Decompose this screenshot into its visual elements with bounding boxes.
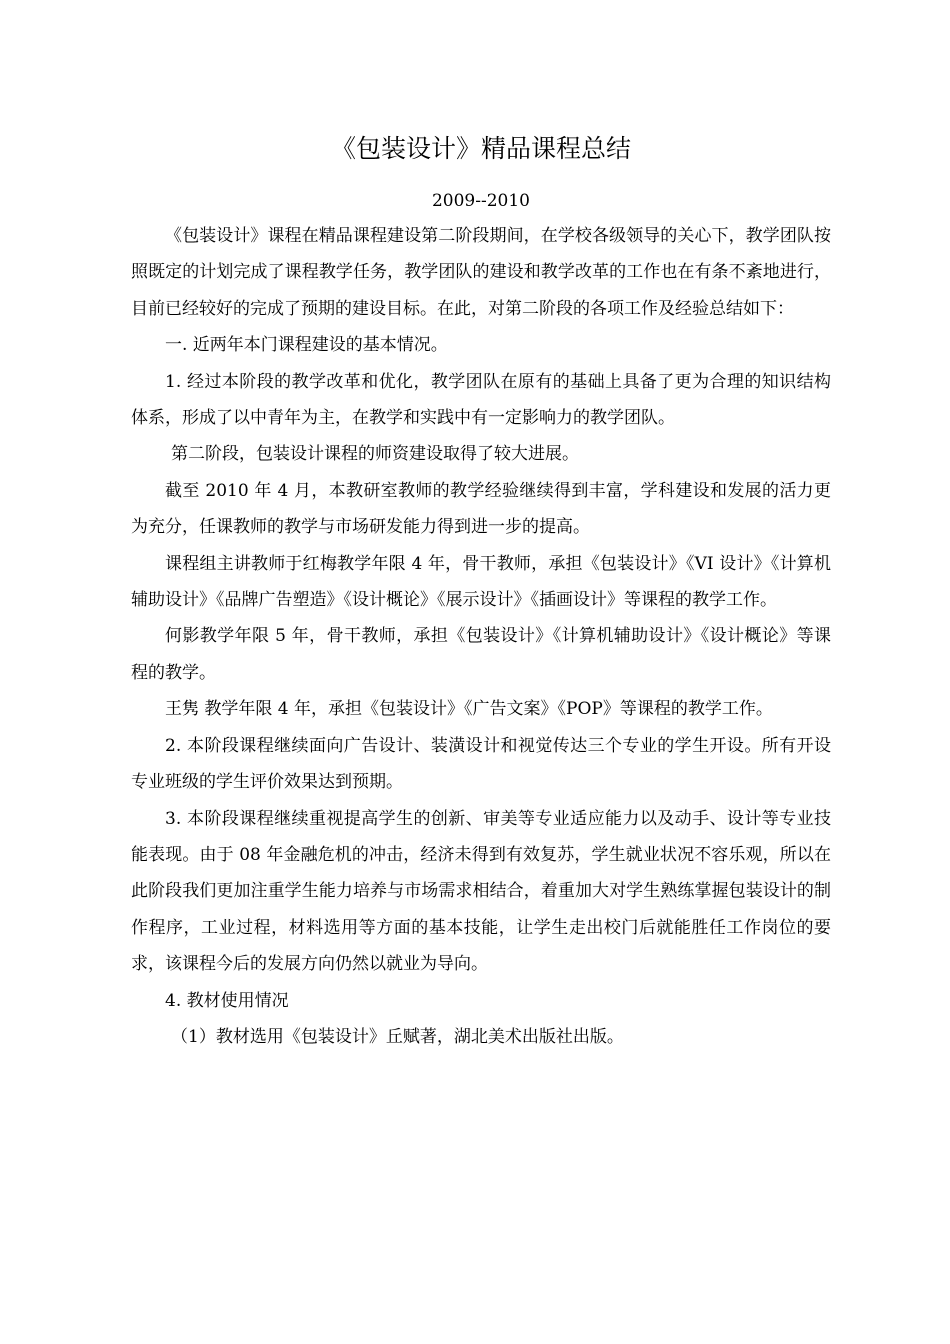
document-title: 《包装设计》精品课程总结 [330,134,631,163]
paragraph-teacher-he: 何影教学年限 5 年，骨干教师，承担《包装设计》《计算机辅助设计》《设计概论》等课程的教学。 [131,626,831,683]
paragraph-item-2: 2. 本阶段课程继续面向广告设计、装潢设计和视觉传达三个专业的学生开设。所有开设专业班级的学生评价效果达到预期。 [131,735,831,793]
paragraph-april-2010: 截至 2010 年 4 月，本教研室教师的教学经验继续得到丰富，学科建设和发展的活力更为充分，任课教师的教学与市场研发能力得到进一步的提高。 [131,480,831,538]
paragraph-teacher-wang: 王隽 教学年限 4 年，承担《包装设计》《广告文案》《POP》等课程的教学工作。 [165,699,773,720]
paragraph-item-3: 3. 本阶段课程继续重视提高学生的创新、审美等专业适应能力以及动手、设计等专业技能表现。由于 08 年金融危机的冲击，经济未得到有效复苏，学生就业状况不容乐观，所以在此阶段我们更加注重学生能力培养与市场需求相结合，着重加大对学生熟练掌握包装设计的制作程序，工业过程，材料选用等方面的基本技能，让学生走出校门后就能胜任工作岗位的要求，该课程今后的发展方向仍然以就业为导向。 [131,808,831,975]
paragraph-intro: 《包装设计》课程在精品课程建设第二阶段期间，在学校各级领导的关心下，教学团队按照既定的计划完成了课程教学任务，教学团队的建设和教学改革的工作也在有条不紊地进行，目前已经较好的完成了预期的建设目标。在此，对第二阶段的各项工作及经验总结如下： [131,226,831,319]
document-subtitle: 2009--2010 [431,191,530,211]
section-heading-1: 一. 近两年本门课程建设的基本情况。 [165,335,448,356]
paragraph-item-4: 4. 教材使用情况 [165,990,289,1011]
document-body [131,218,831,1055]
paragraph-stage-two: 第二阶段，包装设计课程的师资建设取得了较大进展。 [171,444,579,465]
paragraph-teacher-yu: 课程组主讲教师于红梅教学年限 4 年，骨干教师，承担《包装设计》《VI 设计》《计算机辅助设计》《品牌广告塑造》《设计概论》《展示设计》《插画设计》等课程的教学工作。 [131,553,831,611]
paragraph-item-1: 1. 经过本阶段的教学改革和优化，教学团队在原有的基础上具备了更为合理的知识结构体系，形成了以中青年为主，在教学和实践中有一定影响力的教学团队。 [131,371,831,429]
paragraph-textbook: （1）教材选用《包装设计》丘赋著，湖北美术出版社出版。 [171,1026,624,1047]
